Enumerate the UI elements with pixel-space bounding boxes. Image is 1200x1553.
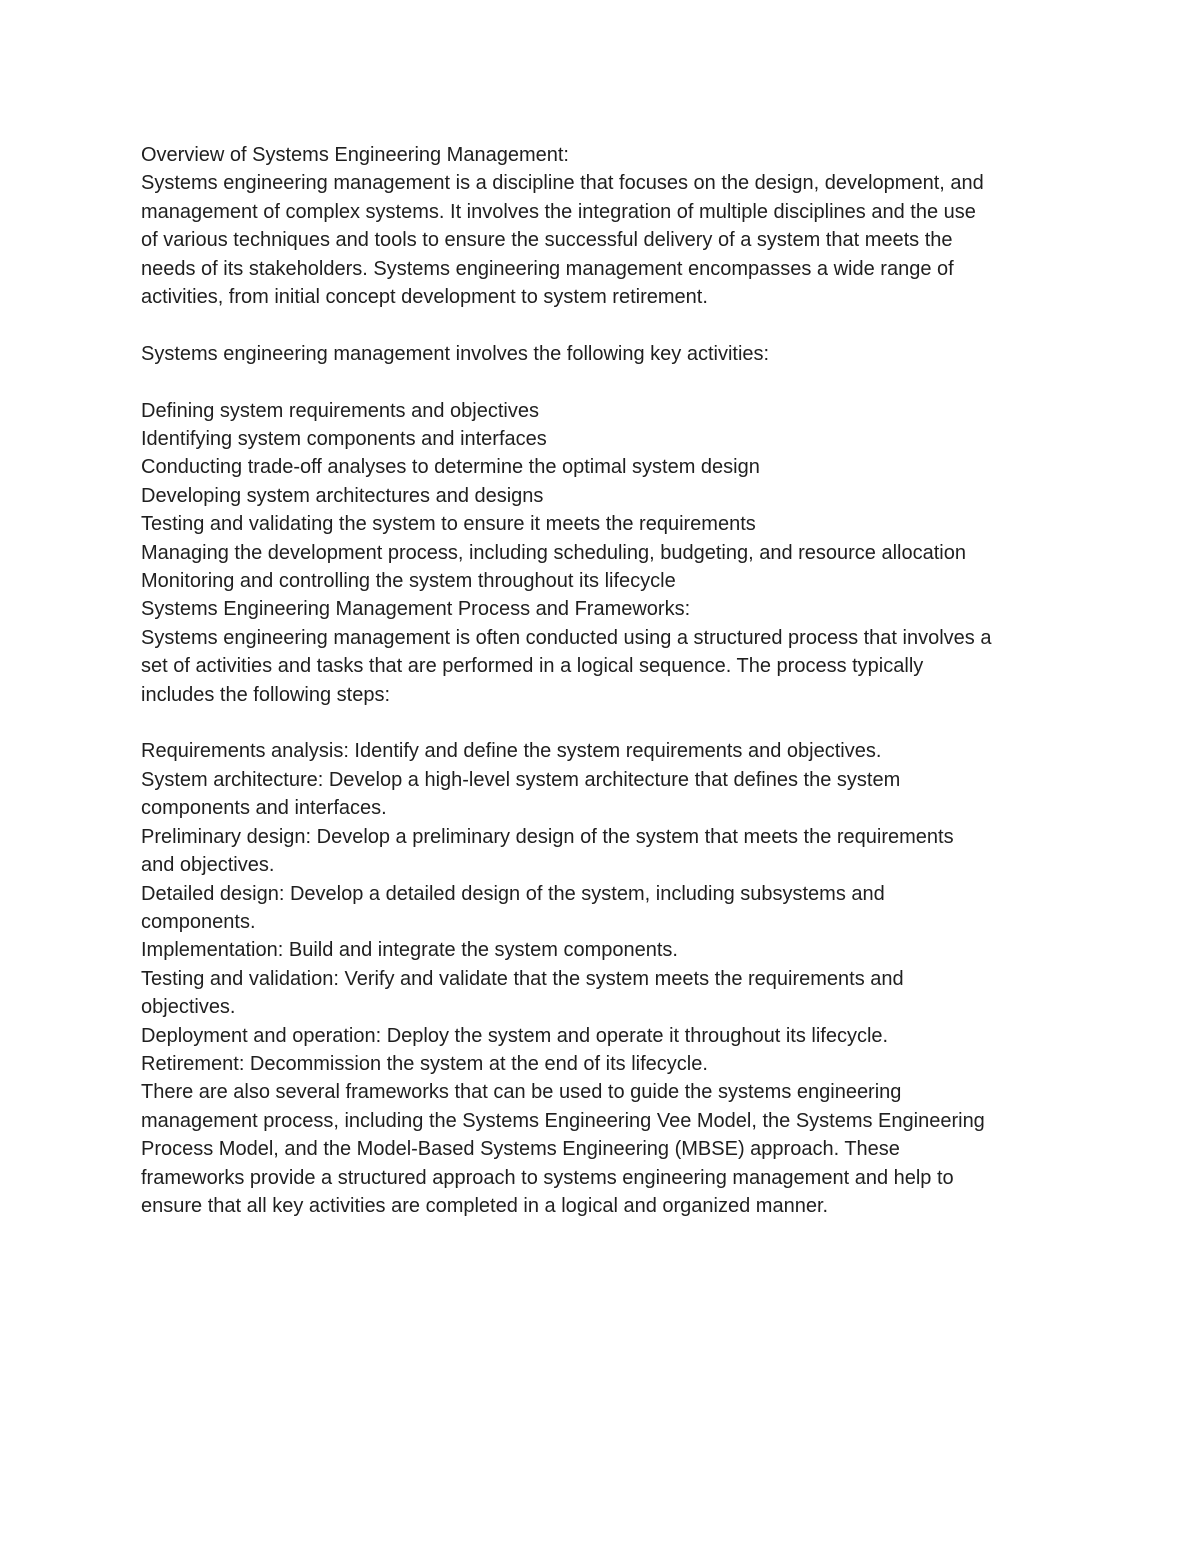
step-line: Implementation: Build and integrate the system components. [141, 939, 678, 962]
activities-intro: Systems engineering management involves the following key activities: [141, 342, 770, 365]
paragraph-gap [141, 368, 1071, 396]
activity-item: Monitoring and controlling the system throughout its lifecycle [141, 570, 676, 593]
overview-line: of various techniques and tools to ensure the successful delivery of a system that meets the [141, 229, 953, 252]
step-line: objectives. [141, 996, 236, 1019]
frameworks-line: management process, including the Systems Engineering Vee Model, the Systems Engineering [141, 1109, 985, 1132]
overview-heading: Overview of Systems Engineering Management: [141, 144, 569, 166]
paragraph-gap [141, 311, 1071, 339]
step-line: Retirement: Decommission the system at the end of its lifecycle. [141, 1052, 708, 1075]
step-line: components and interfaces. [141, 797, 387, 820]
paragraph-gap [141, 709, 1071, 737]
process-line: Systems engineering management is often conducted using a structured process that involves a [141, 626, 992, 649]
step-line: Detailed design: Develop a detailed design of the system, including subsystems and [141, 882, 885, 905]
overview-line: management of complex systems. It involves the integration of multiple disciplines and the use [141, 200, 976, 223]
activity-item: Developing system architectures and designs [141, 484, 544, 507]
step-line: components. [141, 910, 256, 933]
activity-item: Defining system requirements and objectives [141, 399, 539, 422]
overview-line: activities, from initial concept development to system retirement. [141, 286, 708, 309]
step-line: and objectives. [141, 854, 275, 877]
process-line: set of activities and tasks that are performed in a logical sequence. The process typically [141, 655, 924, 678]
frameworks-line: Process Model, and the Model-Based Systems Engineering (MBSE) approach. These [141, 1138, 900, 1161]
step-line: Testing and validation: Verify and validate that the system meets the requirements and [141, 967, 904, 990]
activity-item: Managing the development process, including scheduling, budgeting, and resource allocation [141, 541, 966, 564]
activity-item: Testing and validating the system to ensure it meets the requirements [141, 513, 756, 536]
process-line: includes the following steps: [141, 683, 391, 706]
overview-line: Systems engineering management is a discipline that focuses on the design, development, and [141, 172, 984, 195]
frameworks-line: ensure that all key activities are completed in a logical and organized manner. [141, 1194, 829, 1217]
step-line: System architecture: Develop a high-level system architecture that defines the system [141, 768, 901, 791]
frameworks-line: There are also several frameworks that can be used to guide the systems engineering [141, 1081, 902, 1104]
activity-item: Identifying system components and interfaces [141, 428, 547, 451]
frameworks-line: frameworks provide a structured approach to systems engineering management and help to [141, 1166, 954, 1189]
activity-item: Conducting trade-off analyses to determine the optimal system design [141, 456, 760, 479]
process-heading: Systems Engineering Management Process and Frameworks: [141, 598, 691, 621]
step-line: Preliminary design: Develop a preliminary design of the system that meets the requirements [141, 825, 954, 848]
overview-line: needs of its stakeholders. Systems engineering management encompasses a wide range of [141, 257, 954, 280]
step-line: Requirements analysis: Identify and define the system requirements and objectives. [141, 740, 882, 763]
document-body [141, 141, 1071, 1220]
step-line: Deployment and operation: Deploy the system and operate it throughout its lifecycle. [141, 1024, 889, 1047]
